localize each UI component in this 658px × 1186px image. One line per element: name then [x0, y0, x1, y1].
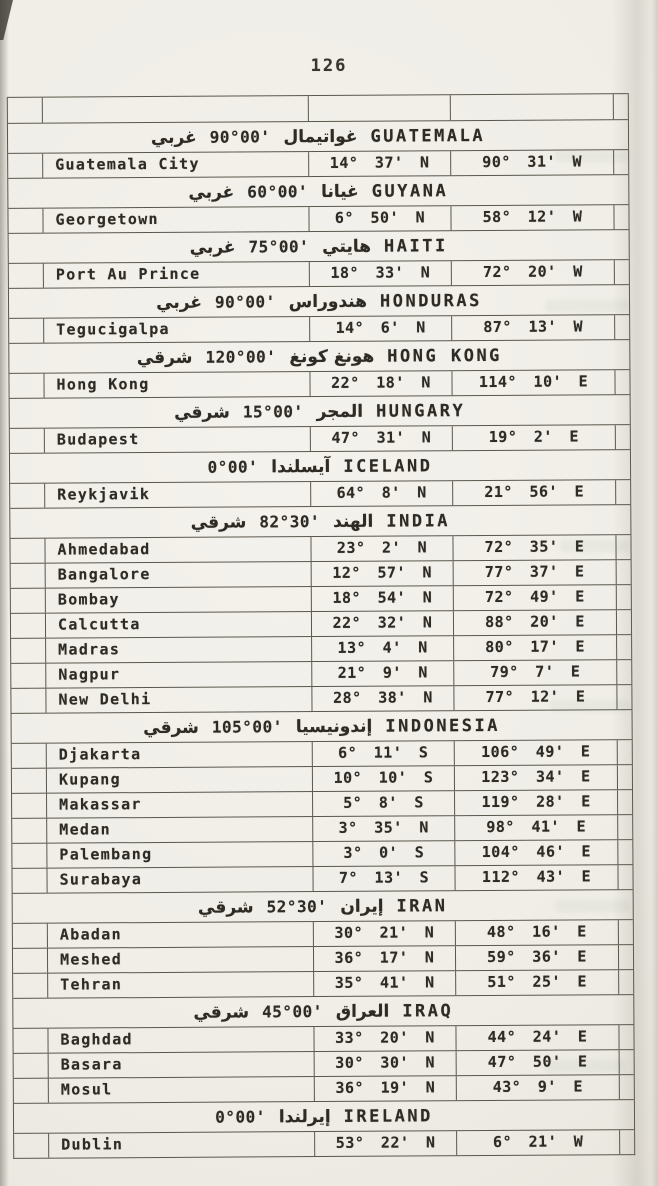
country-name-english: HONG KONG	[387, 345, 502, 367]
table-gutter-right	[617, 765, 632, 789]
city-row	[12, 839, 632, 868]
meridian-value: 0°00'	[207, 457, 259, 477]
longitude-cell: 77° 37' E	[453, 560, 616, 585]
latitude-cell: 28° 38' N	[311, 686, 453, 711]
table-gutter-left	[12, 844, 47, 868]
country-name-english: ICELAND	[343, 455, 433, 477]
page-number: 126	[310, 56, 348, 76]
city-row	[8, 204, 628, 233]
table-gutter-right	[618, 970, 633, 994]
table-gutter-left	[12, 819, 47, 843]
latitude-cell: 3° 0' S	[312, 841, 454, 866]
city-row	[9, 314, 629, 343]
latitude-cell: 35° 41' N	[313, 971, 455, 996]
city-row	[14, 1049, 634, 1078]
hemisphere-label-arabic: غربي	[188, 182, 235, 203]
table-gutter-right	[614, 315, 629, 339]
meridian-value: 105°00'	[211, 717, 283, 737]
country-name-arabic: الهند	[333, 511, 374, 532]
latitude-cell: 22° 32' N	[311, 611, 453, 636]
city-row	[9, 369, 629, 398]
city-row	[14, 1129, 634, 1158]
table-gutter-left	[12, 794, 47, 818]
latitude-cell: 6° 50' N	[308, 206, 450, 231]
table-gutter-right	[613, 150, 628, 174]
latitude-cell: 14° 6' N	[309, 316, 451, 341]
city-name-cell: Surabaya	[59, 870, 143, 889]
table-gutter-right	[617, 740, 632, 764]
city-row	[13, 1024, 633, 1053]
city-name-cell: Ahmedabad	[57, 540, 151, 559]
longitude-cell: 114° 10' E	[451, 370, 614, 395]
country-name-english: HAITI	[383, 235, 448, 257]
table-gutter-left	[12, 769, 47, 793]
longitude-cell: 72° 49' E	[453, 585, 616, 610]
city-row	[11, 559, 631, 588]
country-name-arabic: إيرلندا	[278, 1106, 331, 1127]
city-name-cell: Makassar	[59, 795, 142, 814]
city-row	[8, 149, 628, 178]
country-name-english: IRELAND	[343, 1105, 433, 1127]
table-gutter-right	[618, 920, 633, 944]
longitude-cell: 47° 50' E	[456, 1050, 619, 1075]
table-gutter-right	[619, 1130, 634, 1154]
table-gutter-left	[10, 484, 45, 508]
hemisphere-label-arabic: شرقي	[190, 511, 247, 533]
city-row	[13, 969, 633, 998]
city-row	[13, 944, 633, 973]
country-header-row	[9, 229, 629, 263]
longitude-cell: 106° 49' E	[454, 740, 617, 765]
table-gutter-left	[12, 869, 47, 893]
country-name-arabic: غواتيمال	[283, 126, 358, 147]
latitude-cell: 14° 37' N	[308, 151, 450, 176]
table-gutter-left	[10, 539, 45, 563]
longitude-cell: 104° 46' E	[454, 840, 617, 865]
city-row	[10, 534, 630, 563]
country-name-arabic: إيران	[340, 896, 384, 917]
city-name-cell: Bombay	[57, 590, 120, 609]
latitude-cell: 21° 9' N	[311, 661, 453, 686]
hemisphere-label-arabic: شرقي	[174, 402, 230, 423]
country-name-arabic: المجر	[316, 401, 364, 422]
city-name-cell: Dublin	[61, 1135, 124, 1154]
city-name-cell: Madras	[58, 640, 121, 659]
table-gutter-left	[14, 1079, 49, 1103]
longitude-cell: 58° 12' W	[450, 205, 613, 230]
longitude-cell: 98° 41' E	[454, 815, 617, 840]
country-header-row	[9, 284, 629, 318]
latitude-cell: 7° 13' S	[312, 866, 454, 891]
table-gutter-left	[13, 949, 48, 973]
country-name-arabic: العراق	[335, 1001, 390, 1022]
hemisphere-label-arabic: شرقي	[136, 347, 193, 368]
city-name-cell: Medan	[59, 820, 111, 839]
table-sections	[8, 119, 634, 1158]
country-name-english: GUATEMALA	[370, 125, 486, 147]
city-name-cell: Mosul	[60, 1080, 113, 1099]
longitude-cell: 59° 36' E	[455, 945, 618, 970]
city-row	[14, 1074, 634, 1103]
table-gutter-right	[613, 205, 628, 229]
city-row	[11, 634, 631, 663]
country-header-row	[8, 119, 628, 153]
table-gutter-left	[11, 589, 46, 613]
city-name-cell: Abadan	[59, 925, 122, 944]
longitude-cell: 21° 56' E	[452, 480, 615, 505]
latitude-cell: 22° 18' N	[309, 371, 451, 396]
city-name-cell: Palembang	[59, 845, 153, 864]
city-name-cell: Bangalore	[57, 565, 151, 584]
table-gutter-right	[618, 1025, 633, 1049]
city-row	[9, 259, 629, 288]
hemisphere-label-arabic: غربي	[156, 292, 203, 313]
country-name-english: INDONESIA	[385, 715, 501, 737]
city-row	[12, 789, 632, 818]
longitude-cell: 88° 20' E	[453, 610, 616, 635]
meridian-value: 0°00'	[215, 1107, 266, 1127]
table-gutter-left	[10, 429, 45, 453]
city-name-cell: Tegucigalpa	[56, 319, 170, 339]
table-gutter-right	[613, 94, 628, 119]
hemisphere-label-arabic: غربي	[189, 237, 236, 258]
city-name-cell: Guatemala City	[55, 154, 200, 174]
country-header-row	[13, 994, 633, 1028]
longitude-cell: 44° 24' E	[455, 1025, 618, 1050]
table-gutter-left	[12, 744, 47, 768]
latitude-cell: 36° 17' N	[313, 946, 455, 971]
longitude-cell: 87° 13' W	[451, 315, 614, 340]
longitude-cell: 51° 25' E	[455, 970, 618, 995]
table-gutter-right	[617, 790, 632, 814]
table-gutter-right	[616, 610, 631, 634]
longitude-cell: 43° 9' E	[456, 1075, 619, 1100]
city-row	[11, 684, 631, 713]
table-gutter-right	[614, 260, 629, 284]
longitude-cell: 123° 34' E	[454, 765, 617, 790]
table-gutter-left	[13, 974, 48, 998]
table-gutter-right	[619, 1050, 634, 1074]
city-name-cell: Djakarta	[58, 745, 142, 764]
table-gutter-left	[14, 1054, 49, 1078]
table-gutter-right	[617, 840, 632, 864]
longitude-cell: 80° 17' E	[453, 635, 616, 660]
city-row	[12, 864, 632, 893]
longitude-cell: 77° 12' E	[453, 685, 616, 710]
empty-longitude-cell	[450, 94, 613, 120]
country-name-arabic: إندونيسيا	[295, 716, 373, 737]
country-name-english: IRAN	[396, 895, 448, 917]
country-name-english: INDIA	[386, 510, 451, 532]
table-gutter-right	[618, 945, 633, 969]
table-gutter-right	[616, 685, 631, 709]
table-gutter-right	[616, 635, 631, 659]
table-gutter-right	[615, 425, 630, 449]
meridian-value: 45°00'	[262, 1001, 323, 1022]
latitude-cell: 47° 31' N	[310, 426, 452, 451]
city-row	[13, 919, 633, 948]
city-name-cell: Tehran	[60, 975, 123, 994]
table-gutter-right	[614, 370, 629, 394]
country-name-arabic: هندوراس	[288, 291, 368, 312]
longitude-cell: 112° 43' E	[454, 865, 617, 890]
table-gutter-left	[9, 374, 44, 398]
meridian-value: 60°00'	[247, 182, 309, 202]
city-name-cell: Calcutta	[57, 615, 141, 634]
city-row	[11, 584, 631, 613]
city-name-cell: Georgetown	[55, 209, 159, 229]
country-header-row	[9, 339, 629, 373]
latitude-cell: 18° 54' N	[311, 586, 453, 611]
meridian-value: 52°30'	[266, 896, 328, 917]
table-gutter-left	[13, 1029, 48, 1053]
city-name-cell: Budapest	[56, 430, 140, 449]
city-name-cell: Hong Kong	[56, 375, 150, 394]
table-gutter-left	[8, 209, 43, 233]
hemisphere-label-arabic: شرقي	[143, 717, 199, 738]
country-name-english: HUNGARY	[375, 400, 466, 422]
table-gutter-right	[617, 815, 632, 839]
city-name-cell: Port Au Prince	[55, 264, 201, 284]
country-name-arabic: آيسلندا	[271, 456, 331, 477]
table-gutter-right	[615, 480, 630, 504]
table-gutter-left	[8, 154, 43, 178]
longitude-cell: 119° 28' E	[454, 790, 617, 815]
country-header-row	[10, 394, 630, 428]
table-gutter-right	[619, 1075, 634, 1099]
country-name-english: IRAQ	[402, 1000, 454, 1022]
city-name-cell: Meshed	[59, 950, 123, 969]
table-gutter-right	[616, 660, 631, 684]
table-gutter-left	[13, 924, 48, 948]
table-gutter-left	[9, 264, 44, 288]
country-header-row	[10, 449, 630, 483]
city-row	[11, 659, 631, 688]
table-gutter-left	[11, 689, 46, 713]
table-gutter-left	[9, 319, 44, 343]
country-header-row	[8, 174, 628, 208]
country-header-row	[14, 1099, 634, 1133]
table-gutter-left	[11, 664, 46, 688]
table-gutter-left	[11, 564, 46, 588]
latitude-cell: 64° 8' N	[310, 481, 452, 506]
hemisphere-label-arabic: شرقي	[197, 896, 254, 918]
longitude-cell: 6° 21' W	[456, 1130, 619, 1155]
table-gutter-left	[14, 1134, 49, 1158]
city-row	[11, 609, 631, 638]
meridian-value: 120°00'	[205, 347, 277, 367]
city-name-cell: Kupang	[58, 770, 121, 789]
city-name-cell: Basara	[60, 1055, 123, 1074]
hemisphere-label-arabic: شرقي	[193, 1001, 250, 1023]
hemisphere-label-arabic: غربي	[150, 127, 197, 148]
city-row	[12, 739, 632, 768]
meridian-value: 82°30'	[259, 512, 321, 532]
table-gutter-right	[617, 865, 632, 889]
city-row	[12, 764, 632, 793]
latitude-cell: 33° 20' N	[313, 1026, 455, 1051]
city-row	[12, 814, 632, 843]
empty-city-cell	[43, 96, 308, 123]
longitude-cell: 90° 31' W	[450, 150, 613, 175]
table-gutter-left	[8, 98, 43, 123]
city-name-cell: Nagpur	[58, 665, 121, 684]
latitude-cell: 23° 2' N	[310, 536, 452, 561]
latitude-cell: 12° 57' N	[311, 561, 453, 586]
empty-table-row	[8, 93, 628, 123]
longitude-cell: 72° 35' E	[452, 535, 615, 560]
country-name-arabic: هايتي	[322, 236, 372, 257]
country-name-english: HONDURAS	[379, 290, 482, 312]
coordinates-table	[7, 93, 635, 1159]
longitude-cell: 79° 7' E	[453, 660, 616, 685]
latitude-cell: 36° 19' N	[314, 1076, 456, 1101]
latitude-cell: 13° 4' N	[311, 636, 453, 661]
country-name-arabic: غيانا	[321, 181, 359, 202]
latitude-cell: 10° 10' S	[312, 766, 454, 791]
meridian-value: 90°00'	[214, 292, 276, 312]
page-corner-mark	[0, 0, 13, 40]
latitude-cell: 18° 33' N	[309, 261, 451, 286]
longitude-cell: 19° 2' E	[452, 425, 615, 450]
empty-latitude-cell	[308, 95, 450, 121]
latitude-cell: 6° 11' S	[312, 741, 454, 766]
city-name-cell: Reykjavik	[57, 485, 151, 504]
latitude-cell: 30° 21' N	[313, 921, 455, 946]
city-row	[10, 479, 630, 508]
country-name-english: GUYANA	[371, 180, 449, 202]
meridian-value: 90°00'	[209, 127, 271, 147]
city-row	[10, 424, 630, 453]
table-gutter-right	[616, 585, 631, 609]
longitude-cell: 48° 16' E	[455, 920, 618, 945]
city-name-cell: Baghdad	[60, 1030, 133, 1049]
city-name-cell: New Delhi	[58, 690, 152, 709]
latitude-cell: 3° 35' N	[312, 816, 454, 841]
table-gutter-left	[11, 639, 46, 663]
country-header-row	[10, 504, 630, 538]
country-header-row	[12, 709, 632, 743]
meridian-value: 15°00'	[242, 402, 304, 422]
meridian-value: 75°00'	[248, 237, 310, 257]
table-gutter-right	[615, 535, 630, 559]
country-header-row	[13, 889, 633, 923]
latitude-cell: 5° 8' S	[312, 791, 454, 816]
table-gutter-left	[11, 614, 46, 638]
latitude-cell: 53° 22' N	[314, 1131, 456, 1156]
latitude-cell: 30° 30' N	[314, 1051, 456, 1076]
country-name-arabic: هونغ كونغ	[289, 346, 375, 367]
table-gutter-right	[616, 560, 631, 584]
longitude-cell: 72° 20' W	[451, 260, 614, 285]
